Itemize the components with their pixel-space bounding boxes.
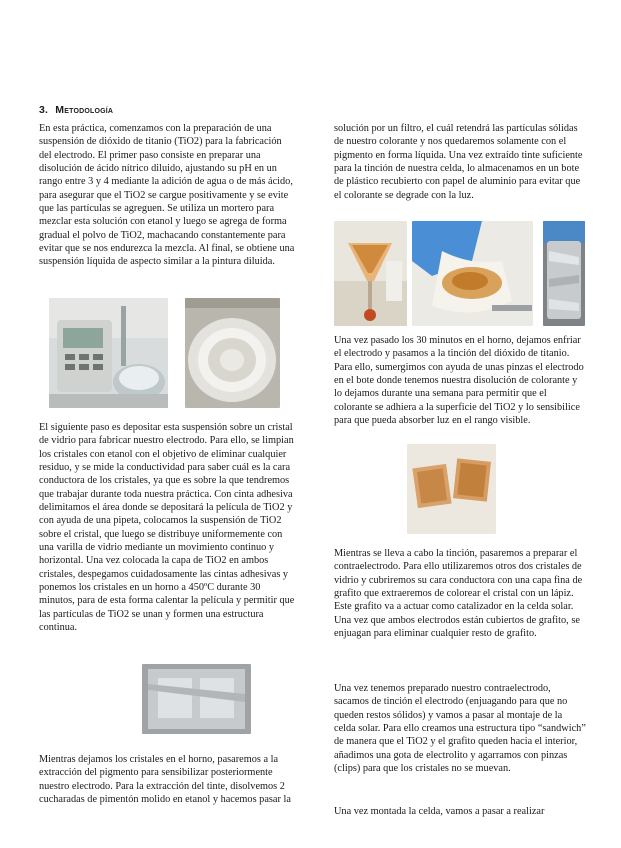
paragraph-left-3: Mientras dejamos los cristales en el horno, pasaremos a la extracción del pigmento para sensibilizar posteriormente nuestro electrodo. Para la extracción del tinte, disolvemos 2 cucharadas de pimentón molido en etanol y hacemos pasar la bbox=[39, 754, 291, 806]
paragraph-left-2: El siguiente paso es depositar esta suspensión sobre un cristal de vidrio para fabricar nuestro electrodo. Para ello, se limpian los cristales con etanol con el objetivo de eliminar cualquier residuo, y se mide la conductividad para saber cuál es la cara conductora de los cristales, ya que es sobre la que tendremos que trabajar durante toda nuestra práctica. Con cinta adhesiva delimitamos el área donde se depositará la película de TiO2 y con ayuda de una pipeta, colocamos la suspensión de TiO2 sobre el cristal, que luego se distribuye uniformemente con una varilla de vidrio mediante un movimiento continuo y horizontal. Una vez colocada la capa de TiO2 en ambos cristales, despegamos cuidadosamente las cintas adhesivas y ponemos los cristales en un horno a 450ºC durante 30 minutos, para de esta forma calentar la película y permitir que las partículas de TiO2 se unan y formen una estructura continua. bbox=[39, 422, 295, 634]
foil-container-photo bbox=[543, 221, 585, 326]
section-number: 3. bbox=[39, 104, 49, 116]
paragraph-right-4: Una vez tenemos preparado nuestro contraelectrodo, sacamos de tinción el electrodo (enjuagando para que no queden restos sólidos) y vamos a pasar al montaje de la celda solar. Para ello creamos una estructura tipo “sandwich” de manera que el TiO2 y el grafito queden hacia el interior, añadimos una gota de electrolito y agarramos con pinzas (clips) para que los cristales no se muevan. bbox=[334, 683, 586, 775]
paragraph-right-1: solución por un filtro, el cuál retendrá las partículas sólidas de nuestro colorante y nos quedaremos solamente con el pigmento en forma líquida. Una vez extraído tinte suficiente para la tinción de nuestra celda, lo almacenamos en un bote de plástico recubierto con papel de aluminio para evitar que el colorante se degrade con la luz. bbox=[334, 123, 583, 201]
section-title: Metodología bbox=[55, 104, 114, 116]
paragraph-right-2: Una vez pasado los 30 minutos en el horno, dejamos enfriar el electrodo y pasamos a la tinción del dióxido de titanio. Para ello, sumergimos con ayuda de unas pinzas el electrodo en el bote donde tenemos nuestra disolución de colorante y lo dejamos durante una semana para permitir que el colorante se adhiera a la superficie del TiO2 y lo sensibilice para que pueda absorber luz en el rango visible. bbox=[334, 335, 584, 427]
gloved-hand-filter-photo bbox=[412, 221, 533, 326]
paragraph-right-5: Una vez montada la celda, vamos a pasar a realizar bbox=[334, 806, 545, 817]
mortar-photo bbox=[185, 298, 280, 408]
coated-glass-foil-photo bbox=[142, 664, 251, 734]
dyed-electrodes-photo bbox=[407, 444, 496, 534]
paragraph-right-3: Mientras se lleva a cabo la tinción, pasaremos a preparar el contraelectrodo. Para ello utilizaremos otros dos cristales de vidrio y cubriremos su cara conductora con una capa fina de grafito que extraeremos de colorear el cristal con un lápiz. Este grafito va a actuar como catalizador en la celda solar. Una vez que ambos electrodos están cubiertos de grafito, se enjuagan para eliminar cualquier resto de grafito. bbox=[334, 548, 583, 640]
filtering-pigment-photo bbox=[334, 221, 407, 326]
paragraph-left-1: En esta práctica, comenzamos con la preparación de una suspensión de dióxido de titanio (TiO2) para la fabricación del electrodo. El primer paso consiste en preparar una disolución de ácido nítrico diluido, ajustando su pH en un rango entre 3 y 4 mediante la adición de agua o de más ácido, para asegurar que el TiO2 se cargue positivamente y se evite que las partículas se agreguen. Se utiliza un mortero para mezclar esta solución con etanol y luego se agrega de forma gradual el polvo de TiO2, machacando constantemente para evitar que se nos endurezca la mezcla. Al final, se obtiene una suspensión líquida de aspecto similar a la pintura diluida. bbox=[39, 123, 295, 268]
section-heading bbox=[39, 104, 113, 116]
ph-meter-photo bbox=[49, 298, 168, 408]
